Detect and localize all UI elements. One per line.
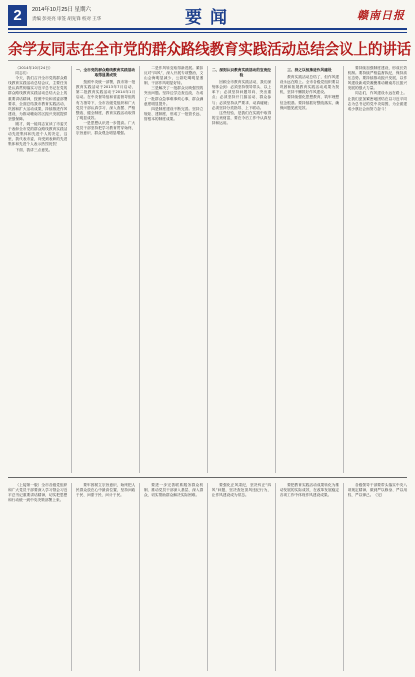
paragraph: 要牢固树立宗旨意识，始终把人民群众放在心中最高位置，坚持问政于民、问需于民、问计于民。 <box>75 483 136 498</box>
section-divider <box>8 477 407 478</box>
text-column <box>280 66 339 473</box>
article-body-upper <box>8 66 407 473</box>
paragraph: 二是作风转变取得新进展。紧扣反对“四风”，深入开展专项整治，文山会海明显减少，公款吃喝明显遏制，干部作风明显好转。 <box>143 66 204 86</box>
text-column <box>212 483 271 671</box>
paragraph: 今天，我们召开全市党的群众路线教育实践活动总结会议，主要任务是认真贯彻落实习近平总书记在党的群众路线教育实践活动总结大会上的重要讲话精神，按照中央和省委部署要求，全面总结我市教育实践活动，巩固和扩大活动成果，持续推进作风建设，为推动赣南苏区振兴发展提供坚强保障。 <box>8 76 68 121</box>
dateline: 2014年10月25日 星期六 <box>32 7 91 13</box>
article-headline: 余学友同志在全市党的群众路线教育实践活动总结会议上的讲话 <box>8 41 412 58</box>
text-column <box>212 66 271 473</box>
section-title: 要闻 <box>185 8 235 28</box>
column-rule <box>343 483 344 671</box>
paragraph: 要把教育实践活动成果转化为推动发展的实际成效，在改革发展稳定各项工作中体现作风建设成果。 <box>279 483 340 498</box>
column-rule <box>139 66 140 473</box>
headline-rule <box>8 60 407 61</box>
column-rule <box>207 483 208 671</box>
paragraph: （上接第一版）全市各级党组织和广大党员干部要深入学习领会习近平总书记重要讲话精神，切实把思想和行动统一到中央决策部署上来。 <box>8 483 68 503</box>
masthead-rule-thick <box>8 28 407 30</box>
text-column <box>8 66 67 473</box>
column-rule <box>207 66 208 473</box>
paragraph: 按照中央统一部署，我市第一批教育实践活动于2013年7月启动，第二批教育实践活动于2014年1月启动。在中央督导组和省委督导组的有力指导下，全市各级党组织和广大党员干部认真学习、深入查摆、严格整改、健全制度，教育实践活动取得了明显成效。 <box>75 80 136 120</box>
text-column <box>76 483 135 671</box>
text-column <box>348 66 407 473</box>
column-rule <box>71 483 72 671</box>
subheading: 二、深刻认识教育实践活动的宝贵经验 <box>211 68 271 78</box>
subheading: 三、持之以恒推进作风建设 <box>287 68 332 72</box>
paragraph: 回顾全市教育实践活动，我们深刻体会到：必须坚持领导带头、以上率下；必须坚持问题导向、突出重点；必须坚持开门搞活动、群众参与；必须坚持从严要求、动真碰硬；必须坚持分类指导、上下联动。 <box>211 80 272 110</box>
paragraph: 要进一步完善联系服务群众机制，推动党员干部深入基层、深入群众，切实帮助群众解决实际困难。 <box>143 483 204 498</box>
page-number-badge: 2 <box>8 5 27 26</box>
column-rule <box>275 66 276 473</box>
text-column <box>76 66 135 473</box>
paragraph: 刚才，姚一能同志宣读了市委关于表彰全市党的群众路线教育实践活动先进集体和先进个人的决定，这里，我代表市委，向受到表彰的先进集体和先进个人表示热烈祝贺！ <box>8 122 68 147</box>
paragraph: 要持续加强制度建设，形成长效机制。要持续严格监督执纪，保持高压态势。要持续推动振兴发展，以作风建设新成效凝聚推动赣南苏区振兴发展的强大力量。 <box>347 66 408 91</box>
paragraph: 一是思想认识进一步提高。广大党员干部坚持把学习教育贯穿始终，宗旨意识、群众观念明显增强。 <box>75 120 136 136</box>
paragraph: 四是制度建设不断完善。坚持立规矩、建制度，形成了一批管长远、管根本的制度成果。 <box>143 106 204 121</box>
column-rule <box>275 483 276 671</box>
text-column <box>144 66 203 473</box>
paragraph: 这些经验，是我们在实践中取得的宝贵财富，要在今后工作中认真坚持和运用。 <box>211 110 272 125</box>
newspaper-logo: 赣南日报 <box>357 9 405 22</box>
paragraph: 同志们，作风建设永远在路上。让我们更加紧密地团结在以习近平同志为总书记的党中央周围，为全面建成小康社会而努力奋斗！ <box>347 91 408 111</box>
text-column <box>280 483 339 671</box>
column-rule <box>71 66 72 473</box>
text-column <box>144 483 203 671</box>
column-rule <box>139 483 140 671</box>
text-column <box>348 483 407 671</box>
paragraph: 教育实践活动总结了，但作风建设永远在路上。全市各级党组织要以巩固和拓展教育实践活动成果为契机，坚持不懈抓好作风建设。 <box>279 75 340 95</box>
editor-line: 责编 彭亮亮 审签 胡先锋 校对 王华 <box>32 16 102 21</box>
masthead-rule-thin <box>8 32 407 33</box>
paragraph: 要强化正风肃纪，坚决纠正“四风”问题，坚决查处顶风违纪行为，让作风建设成为常态。 <box>211 483 272 498</box>
paragraph: （2014年10月24日） <box>15 66 53 70</box>
paragraph: 下面，我讲三点意见。 <box>15 147 53 152</box>
column-rule <box>343 66 344 473</box>
paragraph: 同志们： <box>15 71 31 76</box>
paragraph: 要持续强化思想教育，筑牢理想信念根基。要持续抓好整改落实，确保问题见底见效。 <box>279 95 340 110</box>
article-body-lower <box>8 483 407 671</box>
text-column <box>8 483 67 671</box>
subheading: 一、全市党的群众路线教育实践活动取得显著成效 <box>76 68 136 78</box>
paragraph: 三是解决了一批群众反映强烈的突出问题。坚持边学边查边改，办成了一批群众急事难事烦心事，群众满意度明显提升。 <box>143 86 204 106</box>
paragraph: 各级领导干部要带头落实中央八项规定精神，做到严以修身、严以用权、严以律己。（完） <box>347 483 408 498</box>
